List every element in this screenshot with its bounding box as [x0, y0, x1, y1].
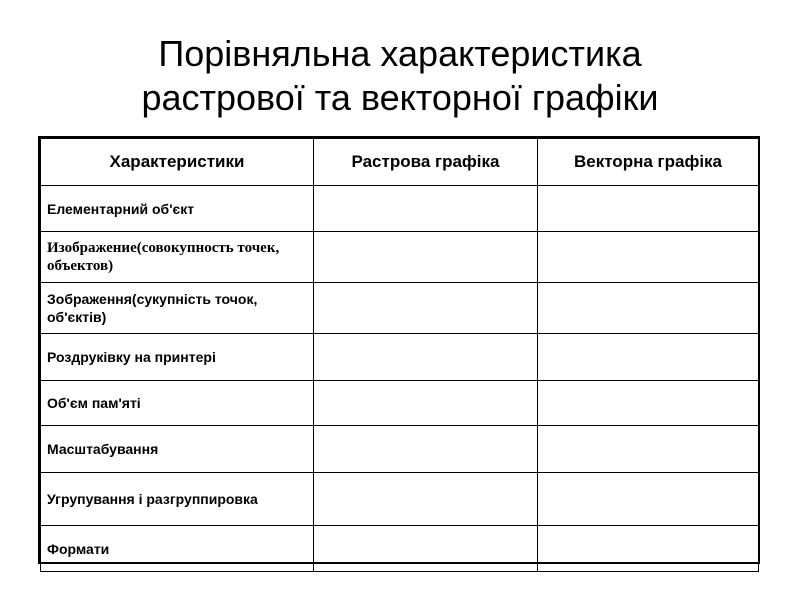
- slide-title-line-2: растрової та векторної графіки: [141, 77, 659, 118]
- table-row: [41, 334, 759, 381]
- vector-cell: [538, 473, 759, 526]
- raster-cell: [314, 186, 538, 232]
- vector-cell: [538, 526, 759, 572]
- vector-cell: [538, 426, 759, 473]
- raster-cell: [314, 232, 538, 283]
- table-row: [41, 283, 759, 334]
- row-label: Зображення(сукупність точок, об'єктів): [41, 283, 314, 334]
- raster-cell: [314, 381, 538, 426]
- header-characteristics: Характеристики: [41, 139, 314, 186]
- row-label: Елементарний об'єкт: [41, 186, 314, 232]
- comparison-table-frame: [38, 136, 760, 564]
- raster-cell: [314, 473, 538, 526]
- vector-cell: [538, 232, 759, 283]
- slide-title: [0, 32, 800, 120]
- slide-title-line-1: Порівняльна характеристика: [158, 33, 642, 74]
- table-row: [41, 186, 759, 232]
- table-row: [41, 526, 759, 572]
- table-row: [41, 426, 759, 473]
- raster-cell: [314, 426, 538, 473]
- comparison-table: [40, 138, 759, 572]
- vector-cell: [538, 381, 759, 426]
- raster-cell: [314, 283, 538, 334]
- header-raster-graphics: Растрова графіка: [314, 139, 538, 186]
- vector-cell: [538, 283, 759, 334]
- row-label: Роздруківку на принтері: [41, 334, 314, 381]
- table-row: [41, 473, 759, 526]
- raster-cell: [314, 334, 538, 381]
- header-vector-graphics: Векторна графіка: [538, 139, 759, 186]
- vector-cell: [538, 334, 759, 381]
- vector-cell: [538, 186, 759, 232]
- row-label: Масштабування: [41, 426, 314, 473]
- raster-cell: [314, 526, 538, 572]
- row-label: Изображение(совокупность точек, объектов): [41, 232, 314, 283]
- table-row: [41, 381, 759, 426]
- table-header-row: [41, 139, 759, 186]
- table-row: [41, 232, 759, 283]
- row-label: Об'єм пам'яті: [41, 381, 314, 426]
- row-label: Угрупування і разгруппировка: [41, 473, 314, 526]
- row-label: Формати: [41, 526, 314, 572]
